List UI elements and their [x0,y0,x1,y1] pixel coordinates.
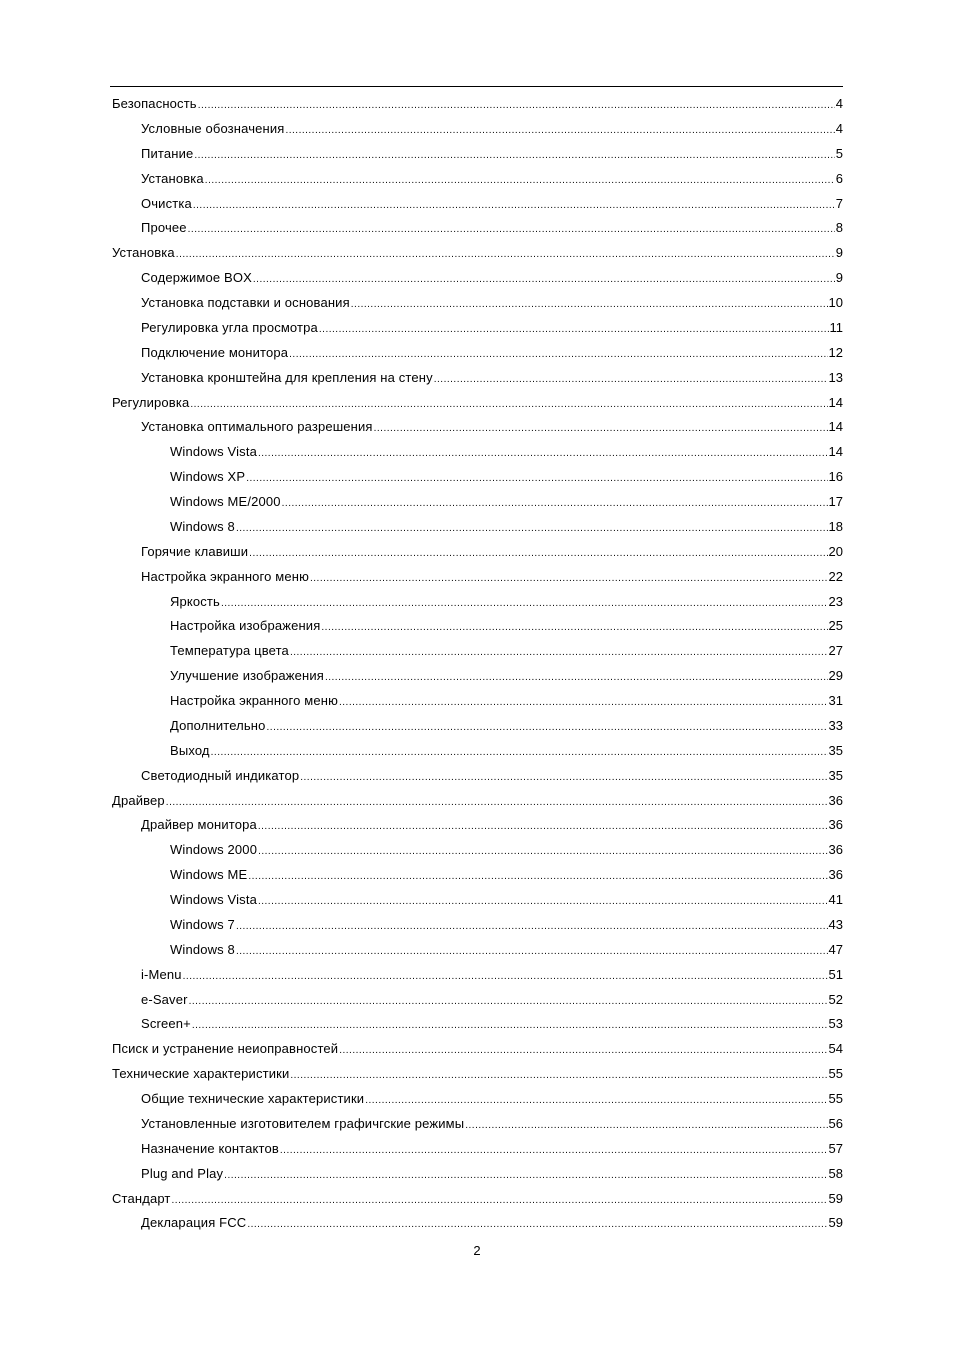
toc-entry-page-number: 8 [835,220,843,236]
toc-entry[interactable] [110,1211,843,1236]
toc-entry[interactable] [110,988,843,1013]
toc-entry-title: Установка [112,245,175,261]
toc-entry-page-number: 53 [828,1016,843,1032]
toc-entry-title: Установка оптимального разрешения [141,419,373,435]
toc-entry-title: Установка [141,170,204,186]
toc-entry[interactable] [110,1137,843,1162]
toc-entry-title: Windows 2000 [170,842,258,858]
toc-entry-page-number: 55 [828,1066,843,1082]
toc-dot-leader [249,542,827,567]
toc-entry[interactable] [110,391,843,416]
toc-entry[interactable] [110,366,843,391]
header-rule [110,86,843,87]
toc-dot-leader [188,218,835,243]
toc-entry-page-number: 14 [828,419,843,435]
toc-entry[interactable] [110,341,843,366]
toc-dot-leader [221,592,828,617]
toc-entry-page-number: 4 [835,96,843,111]
toc-entry-page-number: 6 [835,170,843,186]
toc-entry[interactable] [110,266,843,291]
toc-dot-leader [236,940,828,965]
toc-entry-title: Windows Vista [170,444,257,460]
toc-entry[interactable] [110,938,843,963]
toc-dot-leader [236,517,828,542]
toc-dot-leader [365,1089,827,1114]
toc-entry[interactable] [110,216,843,241]
toc-entry-page-number: 51 [828,966,843,982]
toc-entry[interactable] [110,565,843,590]
toc-entry-title: Выход [170,742,210,758]
toc-entry-title: Регулировка угла просмотра [141,319,318,335]
toc-dot-leader [267,716,828,741]
toc-entry-page-number: 23 [828,593,843,609]
toc-dot-leader [205,169,835,194]
toc-dot-leader [172,1189,828,1214]
toc-entry[interactable] [110,664,843,689]
toc-dot-leader [246,467,827,492]
toc-entry[interactable] [110,1037,843,1062]
toc-entry-title: Настройка экранного меню [170,693,338,708]
toc-entry[interactable] [110,465,843,490]
toc-entry-title: Настройка экранного меню [141,568,309,584]
toc-entry[interactable] [110,241,843,266]
toc-entry-title: Яркость [170,593,220,609]
toc-entry-title: Технические характеристики [112,1066,290,1082]
toc-entry-page-number: 11 [829,319,843,335]
toc-dot-leader [190,393,827,418]
toc-entry[interactable] [110,316,843,341]
toc-entry-title: Улучшение изображения [170,668,324,684]
toc-entry-page-number: 59 [828,1190,843,1206]
toc-entry-page-number: 22 [828,568,843,584]
toc-entry-title: Светодиодный индикатор [141,767,300,783]
toc-entry[interactable] [110,167,843,192]
toc-entry-page-number: 12 [828,344,843,360]
table-of-contents [110,92,843,1236]
toc-dot-leader [282,492,828,517]
toc-entry-page-number: 59 [828,1215,843,1231]
toc-entry-title: Содержимое BOX [141,270,252,286]
toc-entry-page-number: 5 [835,145,843,161]
toc-dot-leader [280,1139,828,1164]
toc-dot-leader [224,1164,827,1189]
toc-dot-leader [253,268,835,293]
toc-entry-title: Windows 7 [170,916,235,932]
toc-dot-leader [300,766,827,791]
toc-dot-leader [321,616,827,641]
toc-entry-page-number: 54 [828,1041,843,1057]
toc-entry-page-number: 36 [828,842,843,858]
toc-entry-page-number: 9 [835,245,843,261]
toc-entry-page-number: 9 [835,270,843,286]
toc-dot-leader [374,417,828,442]
toc-entry-page-number: 33 [828,717,843,733]
toc-dot-leader [285,119,834,144]
toc-entry-title: Драйвер [112,792,165,808]
toc-entry-title: Питание [141,145,194,161]
toc-entry[interactable] [110,515,843,540]
toc-entry-title: Windows 8 [170,518,235,534]
toc-entry-title: Псиск и устранение неиоправностей [112,1041,339,1057]
toc-entry-title: Windows ME/2000 [170,494,281,509]
toc-entry-page-number: 27 [828,643,843,659]
toc-dot-leader [325,666,828,691]
toc-entry[interactable] [110,490,843,515]
toc-entry[interactable] [110,117,843,142]
toc-entry-page-number: 47 [828,941,843,957]
toc-entry-title: Безопасность [112,96,197,111]
toc-entry-title: Условные обозначения [141,120,285,136]
toc-entry-title: Стандарт [112,1190,171,1206]
toc-entry-title: Установка кронштейна для крепления на стену [141,369,433,385]
toc-entry-page-number: 16 [828,469,843,485]
toc-entry-page-number: 58 [828,1165,843,1181]
toc-entry-page-number: 29 [828,668,843,684]
toc-entry-page-number: 14 [828,394,843,410]
toc-dot-leader [176,243,835,268]
toc-entry-title: Установленные изготовителем графичгские режимы [141,1115,465,1131]
toc-entry-title: Windows ME [170,867,248,883]
toc-entry-page-number: 43 [828,916,843,932]
toc-entry-title: Прочее [141,220,187,236]
toc-entry[interactable] [110,714,843,739]
toc-entry[interactable] [110,689,843,714]
toc-entry-page-number: 56 [828,1115,843,1131]
toc-entry-page-number: 4 [835,120,843,136]
toc-entry-title: Подключение монитора [141,344,289,360]
toc-dot-leader [289,343,827,368]
toc-dot-leader [258,890,828,915]
toc-dot-leader [339,691,828,716]
toc-entry-title: Plug and Play [141,1165,224,1181]
toc-dot-leader [193,194,835,219]
toc-dot-leader [247,1213,827,1238]
toc-entry-title: Screen+ [141,1016,191,1032]
toc-dot-leader [211,741,828,766]
toc-entry[interactable] [110,1012,843,1037]
page-number: 2 [473,1243,481,1258]
toc-entry-title: Регулировка [112,394,190,410]
toc-entry[interactable] [110,838,843,863]
toc-entry[interactable] [110,1087,843,1112]
toc-entry[interactable] [110,415,843,440]
toc-dot-leader [189,990,828,1015]
toc-entry-page-number: 35 [828,742,843,758]
toc-entry-page-number: 20 [828,543,843,559]
toc-entry-page-number: 35 [828,767,843,783]
toc-dot-leader [258,840,827,865]
toc-dot-leader [236,915,828,940]
toc-entry-page-number: 55 [828,1091,843,1106]
toc-dot-leader [465,1114,827,1139]
toc-entry-page-number: 57 [828,1140,843,1156]
toc-entry[interactable] [110,1112,843,1137]
toc-entry-title: Общие технические характеристики [141,1091,365,1106]
toc-entry-title: e-Saver [141,991,188,1007]
toc-dot-leader [290,1064,827,1089]
toc-entry[interactable] [110,739,843,764]
toc-entry-page-number: 36 [828,792,843,808]
toc-entry[interactable] [110,863,843,888]
toc-entry-title: Windows Vista [170,892,257,907]
toc-entry-page-number: 17 [828,494,843,509]
toc-entry[interactable] [110,639,843,664]
toc-entry[interactable] [110,813,843,838]
toc-dot-leader [166,791,828,816]
toc-entry-title: Windows 8 [170,941,235,957]
toc-entry-title: Настройка изображения [170,618,321,634]
toc-entry-title: Windows XP [170,469,246,485]
toc-entry-title: Очистка [141,195,192,211]
toc-entry[interactable] [110,590,843,615]
toc-dot-leader [351,293,828,318]
toc-entry[interactable] [110,888,843,913]
toc-entry[interactable] [110,789,843,814]
toc-entry-page-number: 52 [828,991,843,1007]
toc-entry-page-number: 18 [828,518,843,534]
toc-entry[interactable] [110,1062,843,1087]
toc-entry-title: Дополнительно [170,717,266,733]
toc-entry[interactable] [110,440,843,465]
toc-entry-page-number: 31 [828,693,843,708]
toc-entry[interactable] [110,192,843,217]
toc-entry[interactable] [110,764,843,789]
toc-entry[interactable] [110,540,843,565]
toc-entry-page-number: 14 [828,444,843,460]
toc-dot-leader [258,815,828,840]
toc-entry-page-number: 41 [828,892,843,907]
toc-dot-leader [248,865,827,890]
toc-entry-title: Декларация FCC [141,1215,247,1231]
toc-entry-page-number: 36 [828,867,843,883]
toc-entry-title: Драйвер монитора [141,817,257,833]
toc-dot-leader [290,641,828,666]
toc-entry-title: i-Menu [141,966,182,982]
toc-entry[interactable] [110,963,843,988]
toc-dot-leader [434,368,828,393]
toc-dot-leader [258,442,828,467]
toc-entry-page-number: 13 [828,369,843,385]
toc-dot-leader [192,1014,828,1039]
toc-entry[interactable] [110,614,843,639]
toc-entry-page-number: 25 [828,618,843,634]
toc-entry-title: Назначение контактов [141,1140,279,1156]
toc-dot-leader [310,567,828,592]
toc-entry-page-number: 7 [835,195,843,211]
toc-entry[interactable] [110,92,843,117]
toc-entry[interactable] [110,142,843,167]
toc-dot-leader [183,965,828,990]
toc-entry[interactable] [110,1162,843,1187]
toc-dot-leader [194,144,834,169]
toc-entry-title: Установка подставки и основания [141,295,350,310]
toc-entry-title: Горячие клавиши [141,543,249,559]
toc-entry-page-number: 36 [828,817,843,833]
toc-entry-page-number: 10 [828,295,843,310]
toc-entry[interactable] [110,913,843,938]
toc-entry-title: Температура цвета [170,643,289,659]
toc-entry[interactable] [110,291,843,316]
toc-dot-leader [198,94,835,119]
toc-dot-leader [339,1039,827,1064]
toc-entry[interactable] [110,1187,843,1212]
toc-dot-leader [319,318,829,343]
